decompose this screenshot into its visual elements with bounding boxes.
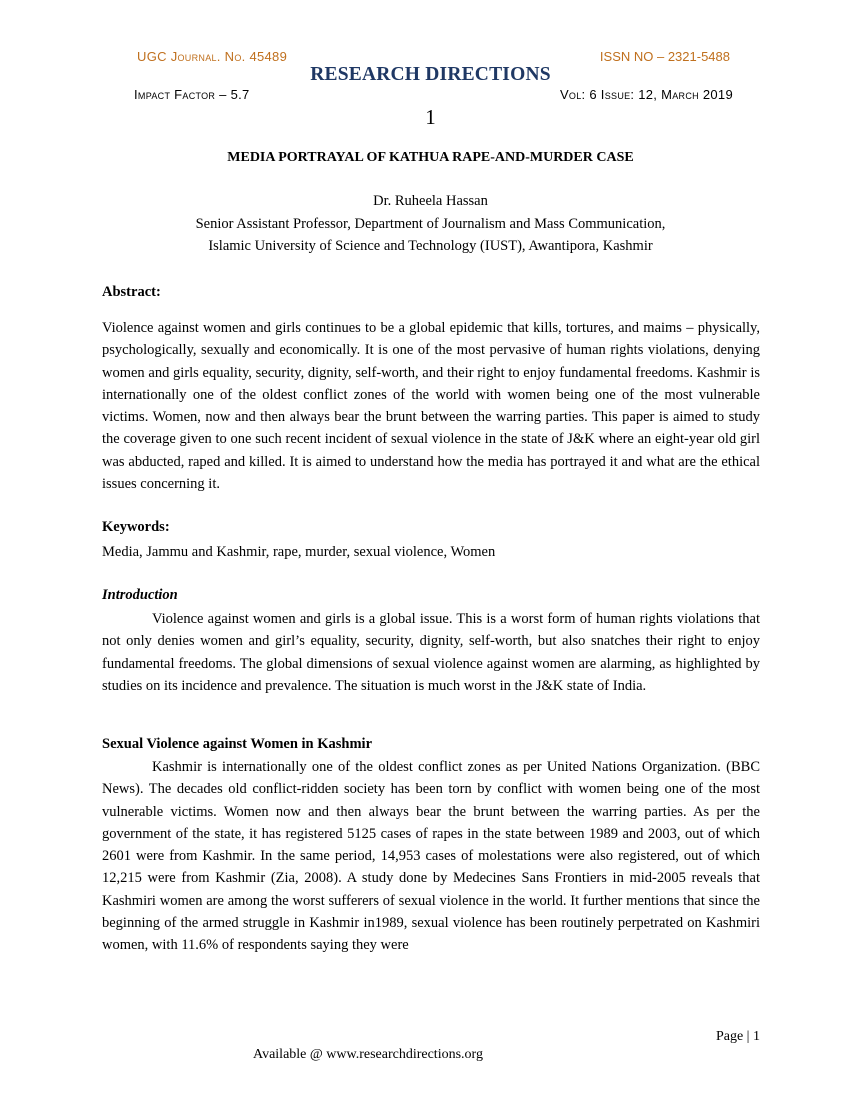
section-heading-sexual-violence: Sexual Violence against Women in Kashmir (102, 736, 373, 752)
ugc-journal-number: UGC Journal. No. 45489 (137, 49, 288, 64)
author-name: Dr. Ruheela Hassan (373, 193, 488, 209)
abstract-text: Violence against women and girls continues to be a global epidemic that kills, tortures, and maims – physically, psychologically, sexually and economically. It is one of the most pervasive of human rights violations, denying women and girls equality, security, dignity, self-worth, and their right to enjoy fundamental freedoms. Kashmir is internationally one of the oldest conflict zones of the world with women being one of the most vulnerable victims. Women, now and then always bear the brunt between the warring parties. This paper is aimed to study the coverage given to one such recent incident of sexual violence in the state of J&K where an eight-year old girl was abducted, raped and killed. It is aimed to understand how the media has portrayed it and what are the ethical issues concerning it. (102, 320, 760, 493)
abstract-heading: Abstract: (102, 284, 161, 300)
impact-factor: Impact Factor – 5.7 (134, 87, 250, 102)
author-affiliation-department: Senior Assistant Professor, Department of Journalism and Mass Communication, (195, 216, 666, 232)
volume-issue: Vol: 6 Issue: 12, March 2019 (559, 87, 733, 102)
footer-page-number: Page | 1 (715, 1029, 760, 1044)
introduction-text: Violence against women and girls is a global issue. This is a worst form of human rights violations that not only denies women and girl’s equality, security, dignity, self-worth, but also snatches their right to enjoy fundamental freedoms. The global dimensions of sexual violence against women are alarming, as highlighted by studies on its incidence and prevalence. The situation is much worst in the J&K state of India. (102, 611, 760, 694)
journal-title: RESEARCH DIRECTIONS (310, 64, 551, 85)
issn-number: ISSN NO – 2321-5488 (599, 49, 730, 64)
author-affiliation-university: Islamic University of Science and Technology (IUST), Awantipora, Kashmir (208, 238, 653, 254)
paper-title: MEDIA PORTRAYAL OF KATHUA RAPE-AND-MURDER CASE (227, 150, 634, 165)
keywords-heading: Keywords: (102, 519, 170, 535)
section-text-sexual-violence: Kashmir is internationally one of the oldest conflict zones as per United Nations Organization. (BBC News). The decades old conflict-ridden society has been torn by conflict with women being one of the most vulnerable victims. Women now and then always bear the brunt between the warring parties. As per the government of the state, it has registered 5125 cases of rapes in the state between 1989 and 2003, out of which 2601 were from Kashmir. In the same period, 14,953 cases of molestations were also registered, out of which 12,215 were from Kashmir (Zia, 2008). A study done by Medecines Sans Frontiers in mid-2005 reveals that Kashmiri women are among the worst sufferers of sexual violence in the world. It further mentions that since the beginning of the armed struggle in Kashmir in1989, sexual violence has been routinely perpetrated on Kashmiri women, with 11.6% of respondents saying they were (102, 759, 760, 954)
introduction-heading: Introduction (102, 587, 178, 603)
keywords-text: Media, Jammu and Kashmir, rape, murder, sexual violence, Women (102, 544, 496, 560)
footer-available-url: Available @ www.researchdirections.org (253, 1047, 483, 1062)
article-number: 1 (425, 105, 436, 129)
